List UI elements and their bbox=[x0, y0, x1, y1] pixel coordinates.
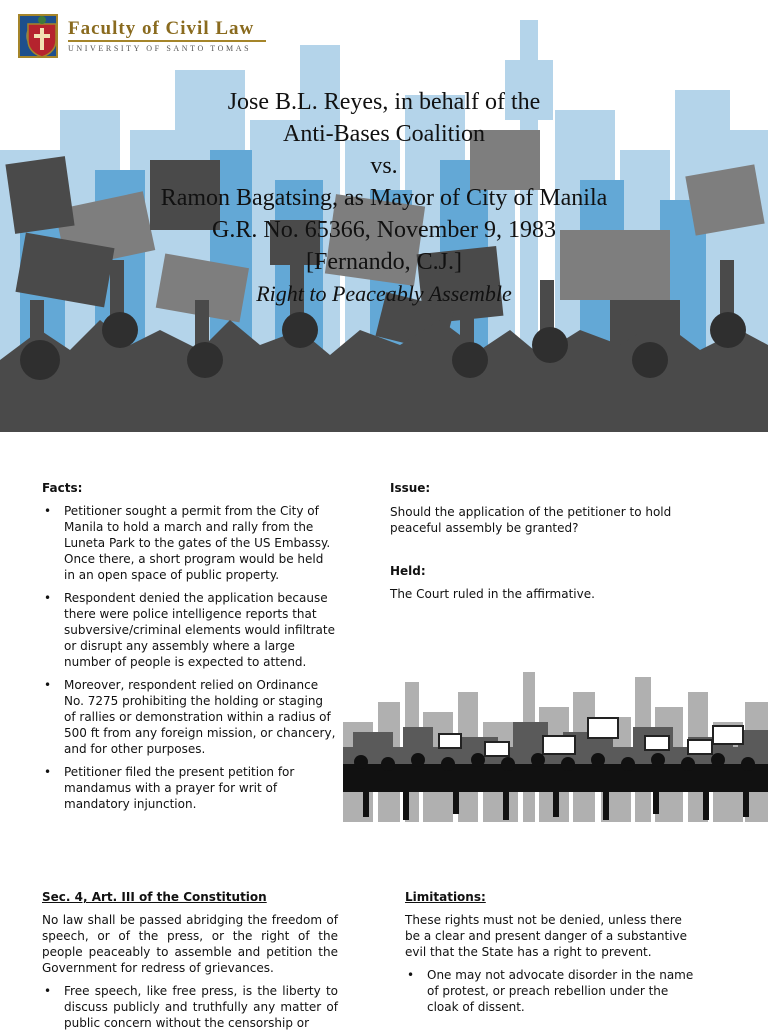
title-line: G.R. No. 65366, November 9, 1983 bbox=[212, 217, 556, 243]
constitution-heading: Sec. 4, Art. III of the Constitution bbox=[42, 890, 267, 904]
title-line: Jose B.L. Reyes, in behalf of the bbox=[227, 89, 541, 115]
facts-heading: Facts: bbox=[42, 481, 83, 495]
limitations-section bbox=[405, 889, 697, 1015]
case-title bbox=[0, 86, 768, 310]
issue-text: Should the application of the petitioner to hold peaceful assembly be granted? bbox=[390, 505, 672, 535]
title-line: vs. bbox=[370, 153, 398, 179]
list-item: • Petitioner sought a permit from the City of Manila to hold a march and rally from the Luneta Park to the gates of the US Embassy. Once there, a short program would be held in an open space of public property. bbox=[44, 504, 331, 582]
held-section bbox=[390, 563, 700, 602]
brand-subtitle: UNIVERSITY OF SANTO TOMAS bbox=[68, 44, 252, 53]
held-heading: Held: bbox=[390, 564, 426, 578]
constitution-section bbox=[42, 889, 338, 1031]
issue-heading: Issue: bbox=[390, 481, 431, 495]
list-item: • Respondent denied the application because there were police intelligence reports that subversive/criminal elements would infiltrate or disrupt any assembly where a large number of people is expected to attend. bbox=[44, 591, 335, 669]
facts-section bbox=[42, 480, 338, 812]
list-item: • One may not advocate disorder in the name of protest, or preach rebellion under the cloak of dissent. bbox=[407, 968, 694, 1014]
list-item: • Free speech, like free press, is the liberty to discuss publicly and truthfully any matter of public concern without the censorship or bbox=[44, 984, 338, 1030]
limitations-heading: Limitations: bbox=[405, 890, 486, 904]
limitations-text: These rights must not be denied, unless there be a clear and present danger of a substantive evil that the State has a right to prevent. bbox=[405, 913, 688, 959]
list-item: • Moreover, respondent relied on Ordinance No. 7275 prohibiting the holding or staging of rallies or demonstration within a radius of 500 ft from any foreign mission, or chancery, and for other purposes. bbox=[44, 678, 336, 756]
faculty-logo bbox=[18, 14, 266, 58]
list-item: • Petitioner filed the present petition for mandamus with a prayer for writ of mandatory injunction. bbox=[44, 765, 295, 811]
crowd-silhouette-illustration bbox=[343, 652, 768, 822]
title-line: Anti-Bases Coalition bbox=[283, 121, 485, 147]
brand-name: Faculty of Civil Law bbox=[68, 18, 255, 39]
title-line: [Fernando, C.J.] bbox=[306, 249, 462, 275]
held-text: The Court ruled in the affirmative. bbox=[390, 587, 595, 601]
constitution-text: No law shall be passed abridging the freedom of speech, or of the press, or the right of the people peaceably to assemble and petition the Government for redress of grievances. bbox=[42, 913, 338, 975]
title-subject: Right to Peaceably Assemble bbox=[256, 281, 512, 306]
hero-banner bbox=[0, 0, 768, 432]
crest-icon bbox=[24, 14, 60, 58]
title-line: Ramon Bagatsing, as Mayor of City of Manila bbox=[160, 185, 608, 211]
issue-section bbox=[390, 480, 700, 536]
